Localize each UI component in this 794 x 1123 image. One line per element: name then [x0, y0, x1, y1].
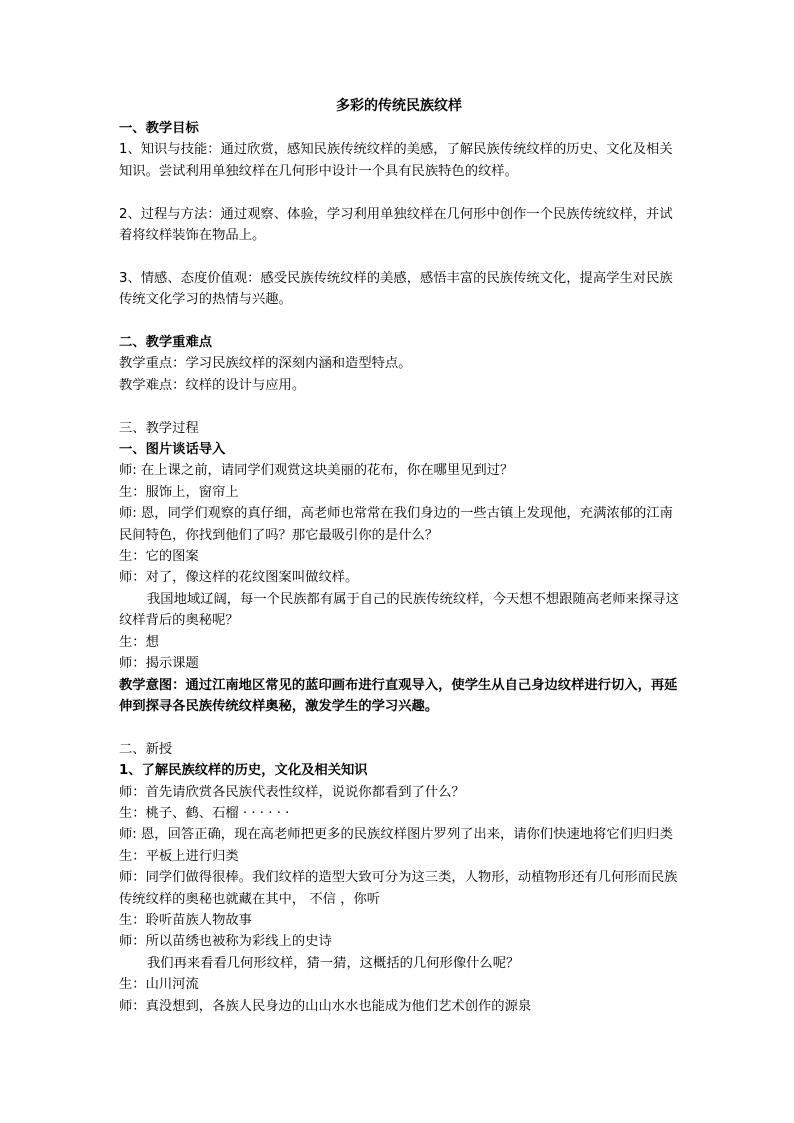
dialogue-line: 师：首先请欣赏各民族代表性纹样，说说你都看到了什么？	[119, 784, 465, 800]
keypoint-difficulty: 教学难点：纹样的设计与应用。	[119, 377, 306, 393]
dialogue-line: 生：聆听苗族人物故事	[119, 912, 252, 928]
objective-item-1: 1、知识与技能：通过欣赏，感知民族传统纹样的美感，了解民族传统纹样的历史、文化及相关知识。尝试利用单独纹样在几何形中设计一个具有民族特色的纹样。	[119, 142, 673, 179]
dialogue-line: 生：桃子、鹤、石榴 · · · · · ·	[119, 805, 290, 821]
dialogue-line: 生：它的图案	[119, 549, 199, 565]
section-heading-keypoints: 二、教学重难点	[119, 335, 213, 351]
dialogue-line: 生：平板上进行归类	[119, 848, 239, 864]
part2-heading: 二、新授	[119, 741, 173, 757]
document-title: 多彩的传统民族纹样	[336, 98, 462, 114]
document-page	[119, 96, 679, 1017]
section-heading-objectives: 一、教学目标	[119, 121, 199, 136]
dialogue-line: 生：想	[119, 634, 159, 650]
keypoint-focus: 教学重点：学习民族纹样的深刻内涵和造型特点。	[119, 356, 412, 372]
objective-item-3: 3、情感、态度价值观：感受民族传统纹样的美感，感悟丰富的民族传统文化，提高学生对民族传统文化学习的热情与兴趣。	[119, 270, 673, 308]
dialogue-line: 师：真没想到，各族人民身边的山山水水也能成为他们艺术创作的源泉	[119, 998, 532, 1014]
dialogue-line: 师：揭示课题	[119, 656, 199, 672]
dialogue-line-indented: 我国地域辽阔，每一个民族都有属于自己的民族传统纹样，今天想不想跟随高老师来探寻这纹样背后的奥秘呢？	[119, 591, 679, 629]
spacer	[119, 311, 679, 332]
dialogue-line: 师: 恩，同学们观察的真仔细，高老师也常常在我们身边的一些古镇上发现他，充满浓郁的江南民间特色，你找到他们了吗？那它最吸引你的是什么？	[119, 506, 673, 543]
dialogue-line: 师：所以苗绣也被称为彩线上的史诗	[119, 934, 332, 950]
dialogue-line: 生：山川河流	[119, 977, 199, 993]
dialogue-line: 师: 恩，回答正确，现在高老师把更多的民族纹样图片罗列了出来，请你们快速地将它们归归类	[119, 827, 673, 843]
spacer	[119, 396, 679, 417]
spacer	[119, 246, 679, 267]
teaching-intent: 教学意图：通过江南地区常见的蓝印画布进行直观导入，使学生从自己身边纹样进行切入，再延伸到探寻各民族传统纹样奥秘，激发学生的学习兴趣。	[119, 677, 678, 714]
dialogue-line: 师：同学们做得很棒。我们纹样的造型大致可分为这三类，人物形，动植物形还有几何形而民族传统纹样的奥秘也就藏在其中， 不信 ，你听	[119, 870, 678, 907]
spacer	[119, 717, 679, 738]
part1-heading: 一、图片谈话导入	[119, 442, 226, 458]
objective-item-2: 2、过程与方法：通过观察、体验，学习利用单独纹样在几何形中创作一个民族传统纹样，并试着将纹样装饰在物品上。	[119, 206, 673, 244]
spacer	[119, 182, 679, 203]
dialogue-line-indented: 我们再来看看几何形纹样，猜一猜，这概括的几何形像什么呢？	[147, 955, 520, 971]
sub1-heading: 1、了解民族纹样的历史，文化及相关知识	[119, 763, 368, 779]
dialogue-line: 生：服饰上，窗帘上	[119, 484, 239, 500]
dialogue-line: 师：对了，像这样的花纹图案叫做纹样。	[119, 570, 359, 586]
dialogue-line: 师: 在上课之前，请同学们观赏这块美丽的花布，你在哪里见到过？	[119, 463, 514, 479]
section-heading-process: 三、教学过程	[119, 420, 199, 436]
